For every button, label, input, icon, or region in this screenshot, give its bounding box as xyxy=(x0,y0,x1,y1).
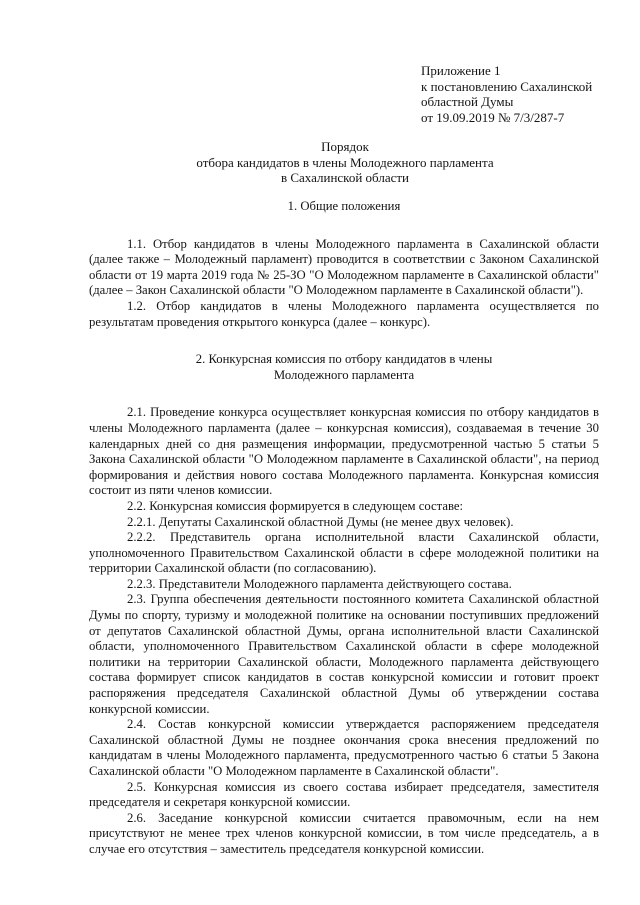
title-line: отбора кандидатов в члены Молодежного парламента xyxy=(196,154,494,170)
paragraph: 2.1. Проведение конкурса осуществляет конкурсная комиссия по отбору кандидатов в члены Молодежного парламента (далее – конкурсная комиссия), создаваемая в течение 30 календарных дней со дня размещения информации, предусмотренной частью 5 статьи 5 Закона Сахалинской области "О Молодежном парламенте в Сахалинской области", на период формирования и действия нового состава Молодежного парламента. Конкурсная комиссия состоит из пяти членов комиссии. xyxy=(89,405,599,498)
document-body xyxy=(89,199,599,858)
paragraph: 2.2.2. Представитель органа исполнительной власти Сахалинской области, уполномоченного Правительством Сахалинской области в сфере молодежной политики на территории Сахалинской области (по согласованию). xyxy=(89,530,599,576)
paragraph: 2.2.1. Депутаты Сахалинской областной Думы (не менее двух человек). xyxy=(127,514,514,529)
paragraph: 2.3. Группа обеспечения деятельности постоянного комитета Сахалинской областной Думы по спорту, туризму и молодежной политике на основании поступивших предложений от депутатов Сахалинской областной Думы, органа исполнительной власти Сахалинской области, уполномоченного Правительством Сахалинской области в сфере молодежной политики на территории Сахалинской области, Молодежного парламента действующего состава формирует список кандидатов в состав конкурсной комиссии и готовит проект распоряжения председателя Сахалинской областной Думы об утверждении состава конкурсной комиссии. xyxy=(89,592,599,716)
section-heading: Молодежного парламента xyxy=(273,367,415,382)
paragraph: 2.2.3. Представители Молодежного парламента действующего состава. xyxy=(127,576,512,591)
paragraph: 2.2. Конкурсная комиссия формируется в следующем составе: xyxy=(127,498,464,513)
appendix-line: Приложение 1 xyxy=(421,63,501,78)
title-line: в Сахалинской области xyxy=(280,170,410,185)
paragraph: 1.2. Отбор кандидатов в члены Молодежного парламента осуществляется по результатам проведения открытого конкурса (далее – конкурс). xyxy=(89,298,599,329)
paragraph: 2.6. Заседание конкурсной комиссии считается правомочным, если на нем присутствуют не менее трех членов конкурсной комиссии, в том числе председатель, а в случае его отсутствия – заместитель председателя конкурсной комиссии. xyxy=(89,810,599,856)
document-title xyxy=(90,139,600,186)
section-heading: 2. Конкурсная комиссия по отбору кандидатов в члены xyxy=(195,352,493,367)
paragraph: 2.5. Конкурсная комиссия из своего состава избирает председателя, заместителя председателя и секретаря конкурсной комиссии. xyxy=(89,779,599,810)
appendix-line: областной Думы xyxy=(421,94,514,109)
appendix-line: от 19.09.2019 № 7/3/287-7 xyxy=(421,109,565,125)
appendix-block xyxy=(421,63,592,125)
paragraph: 1.1. Отбор кандидатов в члены Молодежного парламента в Сахалинской области (далее также – Молодежный парламент) проводится в соответствии с Законом Сахалинской области от 19 марта 2019 года № 25-ЗО "О Молодежном парламенте в Сахалинской области" (далее – Закон Сахалинской области "О Молодежном парламенте в Сахалинской области"). xyxy=(89,236,599,298)
title-line: Порядок xyxy=(321,139,369,154)
appendix-line: к постановлению Сахалинской xyxy=(421,78,593,94)
section-heading: 1. Общие положения xyxy=(287,199,401,213)
paragraph: 2.4. Состав конкурсной комиссии утверждается распоряжением председателя Сахалинской областной Думы не позднее окончания срока внесения предложений по кандидатам в члены Молодежного парламента, предусмотренного частью 6 статьи 5 Закона Сахалинской области "О Молодежном парламенте в Сахалинской области". xyxy=(89,717,599,778)
